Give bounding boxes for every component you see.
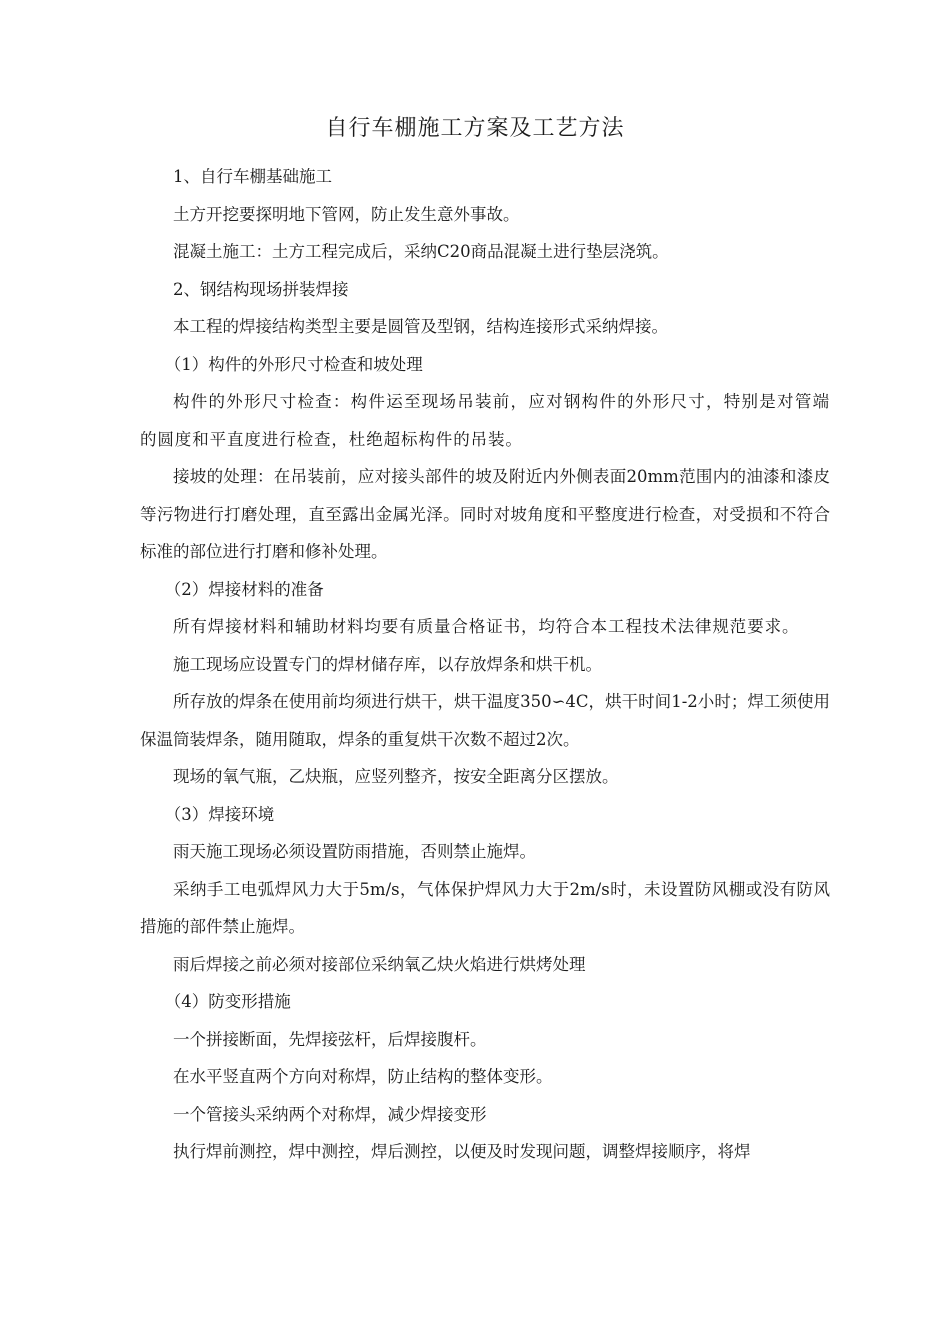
paragraph: 雨后焊接之前必须对接部位采纳氧乙炔火焰进行烘烤处理 bbox=[173, 954, 586, 974]
section-heading-2: 2、钢结构现场拼装焊接 bbox=[173, 279, 349, 299]
paragraph: 所存放的焊条在使用前均须进行烘干，烘干温度350∽4C，烘干时间1-2小时；焊工须使用保温筒装焊条，随用随取，焊条的重复烘干次数不超过2次。 bbox=[140, 692, 830, 749]
paragraph: 混凝土施工：土方工程完成后，采纳C20商品混凝土进行垫层浇筑。 bbox=[173, 242, 669, 261]
paragraph: 执行焊前测控，焊中测控，焊后测控，以便及时发现问题，调整焊接顺序，将焊 bbox=[173, 1142, 751, 1161]
paragraph: 一个拼接断面，先焊接弦杆，后焊接腹杆。 bbox=[173, 1029, 487, 1049]
paragraph: 一个管接头采纳两个对称焊，减少焊接变形 bbox=[173, 1104, 487, 1124]
subsection-heading-1: （1）构件的外形尺寸检查和坡处理 bbox=[164, 354, 423, 374]
document-body bbox=[140, 158, 830, 1171]
document-title: 自行车棚施工方案及工艺方法 bbox=[325, 116, 625, 141]
paragraph: 在水平竖直两个方向对称焊，防止结构的整体变形。 bbox=[173, 1067, 553, 1086]
paragraph: 所有焊接材料和辅助材料均要有质量合格证书，均符合本工程技术法律规范要求。 bbox=[173, 617, 800, 636]
paragraph: 构件的外形尺寸检查：构件运至现场吊装前，应对钢构件的外形尺寸，特别是对管端的圆度和平直度进行检查，杜绝超标构件的吊装。 bbox=[140, 392, 830, 449]
subsection-heading-4: （4）防变形措施 bbox=[164, 992, 291, 1011]
paragraph: 本工程的焊接结构类型主要是圆管及型钢，结构连接形式采纳焊接。 bbox=[173, 317, 668, 336]
subsection-heading-2: （2）焊接材料的准备 bbox=[164, 579, 324, 599]
subsection-heading-3: （3）焊接环境 bbox=[164, 804, 275, 824]
paragraph: 土方开挖要探明地下管网，防止发生意外事故。 bbox=[173, 204, 520, 224]
paragraph: 雨天施工现场必须设置防雨措施，否则禁止施焊。 bbox=[173, 842, 536, 861]
paragraph: 现场的氧气瓶，乙炔瓶，应竖列整齐，按安全距离分区摆放。 bbox=[173, 767, 619, 786]
section-heading-1: 1、自行车棚基础施工 bbox=[173, 167, 332, 186]
paragraph: 施工现场应设置专门的焊材储存库，以存放焊条和烘干机。 bbox=[173, 654, 602, 674]
paragraph: 接坡的处理：在吊装前，应对接头部件的坡及附近内外侧表面20mm范围内的油漆和漆皮等污物进行打磨处理，直至露出金属光泽。同时对坡角度和平整度进行检查，对受损和不符合标准的部位进行打磨和修补处理。 bbox=[140, 467, 830, 561]
paragraph: 采纳手工电弧焊风力大于5m/s，气体保护焊风力大于2m/s时，未设置防风棚或没有防风措施的部件禁止施焊。 bbox=[140, 879, 830, 936]
